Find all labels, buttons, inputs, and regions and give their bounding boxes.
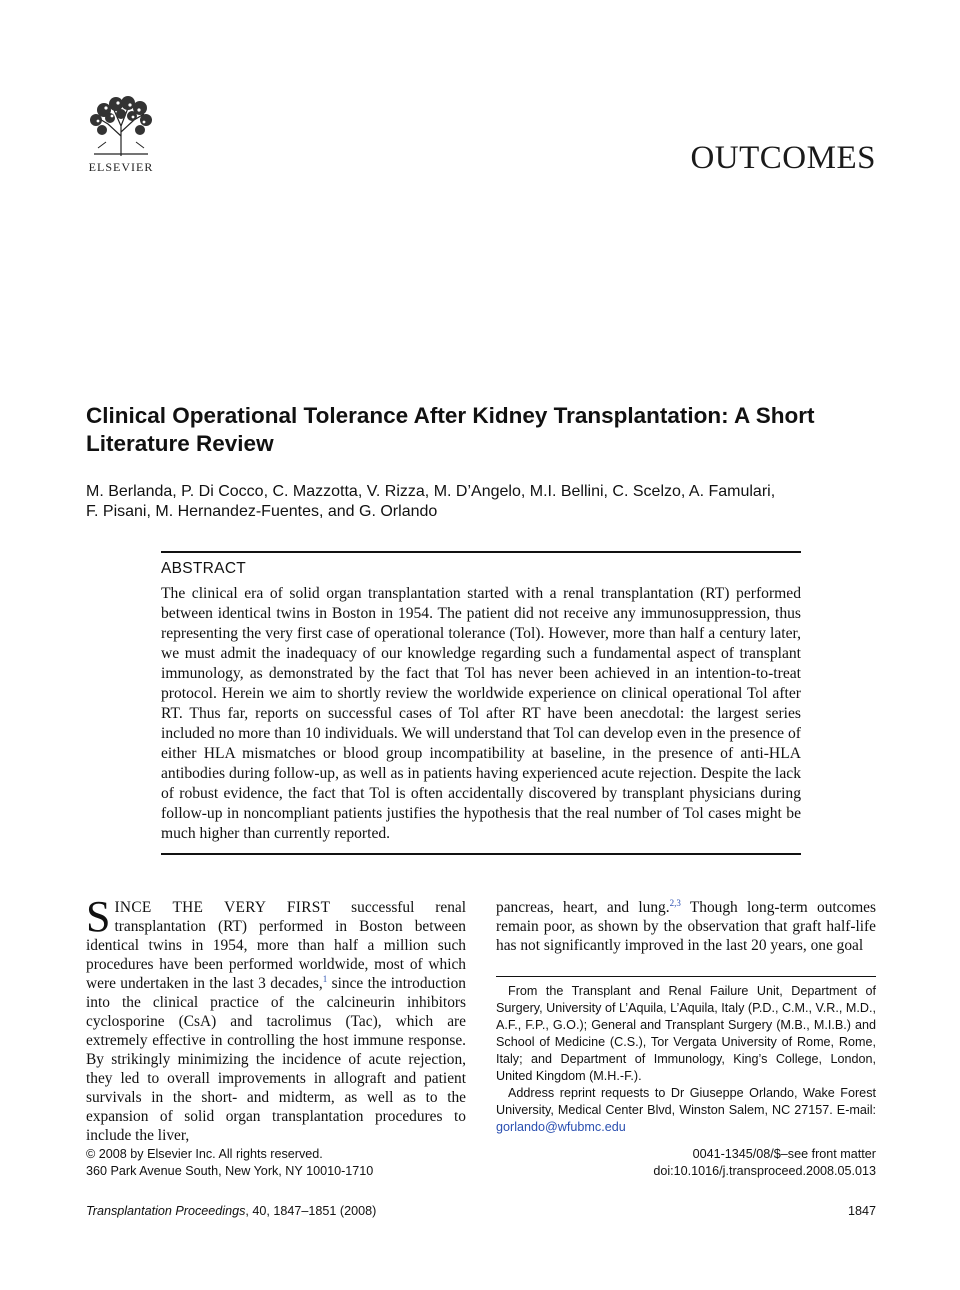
reference-link[interactable]: 2,3 xyxy=(669,897,681,908)
copyright: © 2008 by Elsevier Inc. All rights reserved. xyxy=(86,1147,323,1161)
abstract-text: The clinical era of solid organ transplantation started with a renal transplantation (RT) performed between identical twins in Boston in 1954. The patient did not receive any immunosuppression, thus representing the very first case of operational tolerance (Tol). However, more than half a century later, we must admit the inadequacy of our knowledge regarding such a fundamental aspect of transplant immunology, as demonstrated by the fact that Tol has never been achieved in an intention-to-treat protocol. Herein we aim to shortly review the worldwide experience on clinical operational Tol after RT. Thus far, reports on successful cases of Tol after RT have been anecdotal: the largest series included no more than 10 individuals. We will understand that Tol can develop even in the presence of either HLA mismatches or blood group incompatibility at baseline, in the presence of anti-HLA antibodies during follow-up, as well as in patients having experienced acute rejection. Despite the lack of robust evidence, the fact that Tol is often accidentally discovered by transplant physicians during follow-up in noncompliant patients justifies the hypothesis that the real number of Tol cases might be much higher than currently reported. xyxy=(161,585,801,842)
copyright-block xyxy=(86,1146,373,1180)
journal-citation xyxy=(86,1204,376,1218)
affiliation-note xyxy=(496,976,876,1136)
abstract-heading: ABSTRACT xyxy=(161,560,247,577)
correspondence-address: Address reprint requests to Dr Giuseppe Orlando, Wake Forest University, Medical Center Blvd, Winston Salem, NC 27157. E-mail: xyxy=(496,1086,876,1117)
body-text: since the introduction into the clinical practice of the calcineurin inhibitors cyclosporine (CsA) and tacrolimus (Tac), which are extremely effective in controlling the host immune response. By strikingly minimizing the incidence of acute rejection, they led to overall improvements in allograft and patient survivals in the short- and midterm, as well as to the expansion of solid organ transplantation procedures to include the liver, xyxy=(86,975,466,1144)
email-link[interactable]: gorlando@wfubmc.edu xyxy=(496,1120,626,1134)
section-label: OUTCOMES xyxy=(690,140,876,176)
journal-volume: , 40, 1847–1851 (2008) xyxy=(245,1204,377,1218)
tree-icon xyxy=(84,96,158,158)
reference-link[interactable]: 1 xyxy=(322,973,328,984)
body-column-left xyxy=(86,892,466,1145)
drop-cap: S xyxy=(86,892,111,941)
body-text: Though long-term outcomes remain poor, as shown by the observation that graft half-life has not significantly improved in the last 20 years, one goal xyxy=(496,899,876,954)
issn: 0041-1345/08/$–see front matter xyxy=(692,1147,876,1161)
identifier-block xyxy=(653,1146,876,1180)
journal-name: Transplantation Proceedings xyxy=(86,1204,246,1218)
publisher-address: 360 Park Avenue South, New York, NY 10010-1710 xyxy=(86,1164,374,1178)
abstract-box xyxy=(161,551,801,855)
body-text: pancreas, heart, and lung. xyxy=(496,899,670,916)
authors-line-2: F. Pisani, M. Hernandez-Fuentes, and G. Orlando xyxy=(86,503,438,520)
elsevier-logo xyxy=(84,96,158,176)
authors-line-1: M. Berlanda, P. Di Cocco, C. Mazzotta, V. Rizza, M. D’Angelo, M.I. Bellini, C. Scelzo, A. Famulari, xyxy=(86,483,776,500)
author-list xyxy=(86,482,876,522)
lead-in: INCE THE VERY FIRST xyxy=(114,899,331,916)
page-number: 1847 xyxy=(847,1204,876,1218)
publisher-name: ELSEVIER xyxy=(88,160,154,174)
body-text: successful renal transplantation (RT) performed in Boston between identical twins in 1954, more than half a million such procedures have been performed worldwide, most of which were undertaken in the last 3 decades, xyxy=(86,899,466,992)
affiliation-text: From the Transplant and Renal Failure Unit, Department of Surgery, University of L’Aquila, L’Aquila, Italy (P.D., C.M., V.R., M.D., A.F., F.P., G.O.); General and Transplant Surgery (M.B., M.I.B.) and School of Medicine (C.S.), Tor Vergata University of Rome, Rome, Italy; and Department of Immunology, King’s College, London, United Kingdom (M.H.-F.). xyxy=(496,984,876,1083)
body-column-right xyxy=(496,898,876,955)
correspondence xyxy=(496,1085,876,1136)
doi[interactable]: doi:10.1016/j.transproceed.2008.05.013 xyxy=(653,1164,876,1178)
article-title: Clinical Operational Tolerance After Kidney Transplantation: A Short Literature Review xyxy=(86,403,815,456)
